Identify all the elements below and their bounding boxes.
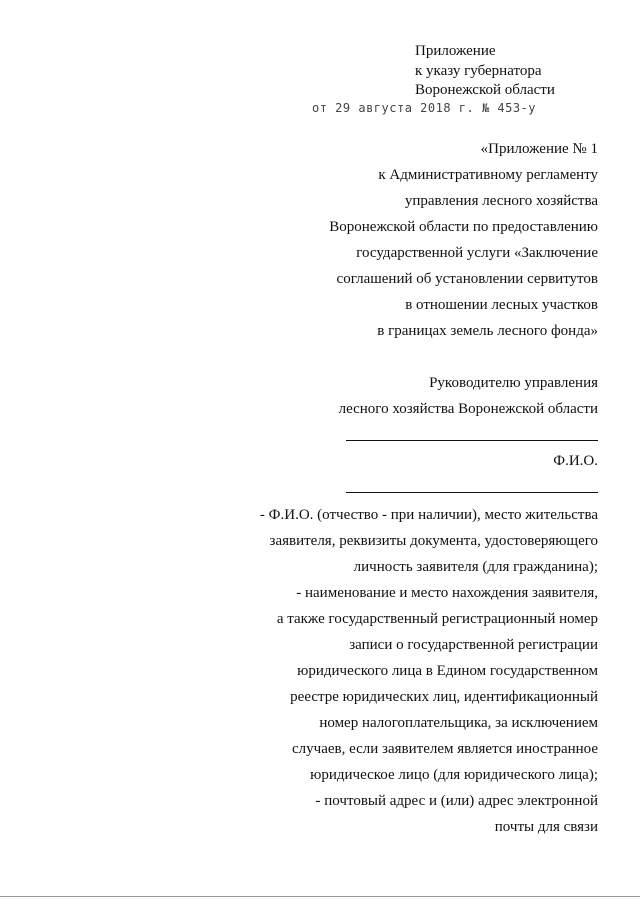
header-decree-label: к указу губернатора (415, 63, 542, 79)
applicant-line-6: записи о государственной регистрации (349, 637, 598, 653)
applicant-line-12: - почтовый адрес и (или) адрес электронной (315, 793, 598, 809)
appendix-line-5: государственной услуги «Заключение (356, 245, 598, 261)
applicant-line-3: личность заявителя (для гражданина); (353, 559, 598, 575)
addressee-organization: лесного хозяйства Воронежской области (338, 401, 598, 417)
appendix-line-3: управления лесного хозяйства (404, 193, 598, 209)
applicant-line-5: а также государственный регистрационный номер (276, 611, 598, 627)
addressee-title: Руководителю управления (429, 375, 598, 391)
addressee-name-rule (346, 440, 598, 441)
applicant-line-10: случаев, если заявителем является иностранное (292, 741, 598, 757)
applicant-line-13: почты для связи (494, 819, 598, 835)
appendix-line-6: соглашений об установлении сервитутов (336, 271, 598, 287)
fio-label: Ф.И.О. (553, 453, 598, 469)
appendix-line-4: Воронежской области по предоставлению (329, 219, 598, 235)
applicant-line-2: заявителя, реквизиты документа, удостоверяющего (269, 533, 598, 549)
appendix-line-7: в отношении лесных участков (405, 297, 598, 313)
applicant-line-8: реестре юридических лиц, идентификационный (290, 689, 598, 705)
applicant-line-7: юридического лица в Едином государственном (297, 663, 598, 679)
applicant-line-11: юридическое лицо (для юридического лица); (310, 767, 598, 783)
appendix-line-2: к Административному регламенту (378, 167, 598, 183)
applicant-line-1: - Ф.И.О. (отчество - при наличии), место жительства (259, 507, 598, 523)
appendix-line-1: «Приложение № 1 (480, 141, 598, 157)
header-region-label: Воронежской области (415, 82, 555, 98)
header-appendix-label: Приложение (415, 43, 496, 59)
applicant-rule (346, 492, 598, 493)
scan-edge-line (0, 896, 640, 897)
applicant-line-9: номер налогоплательщика, за исключением (319, 715, 598, 731)
decree-date-stamp: от 29 августа 2018 г. № 453-у (312, 101, 537, 115)
applicant-line-4: - наименование и место нахождения заявителя, (296, 585, 598, 601)
appendix-line-8: в границах земель лесного фонда» (377, 323, 598, 339)
